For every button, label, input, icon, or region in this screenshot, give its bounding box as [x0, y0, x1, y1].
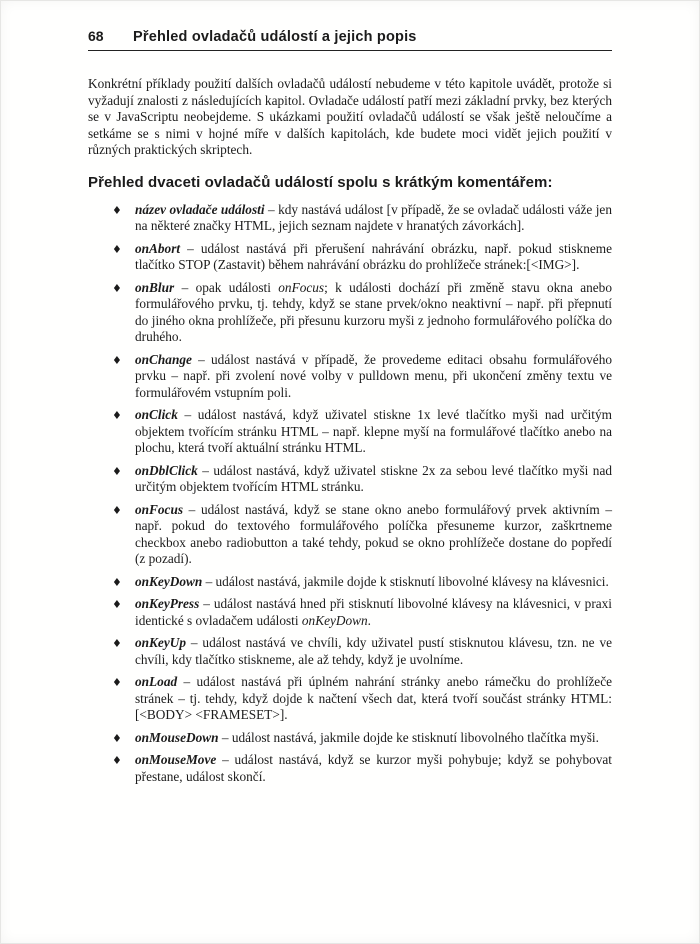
- event-description: – událost nastává, když se kurzor myši pohybuje; když se pohybovat přestane, událost skončí.: [135, 752, 612, 784]
- list-item: [88, 280, 612, 346]
- diamond-bullet-icon: ♦: [112, 242, 122, 256]
- list-item: [88, 574, 612, 591]
- event-term: onFocus: [135, 501, 184, 517]
- diamond-bullet-icon: ♦: [112, 731, 122, 745]
- event-list: [88, 202, 612, 786]
- event-description: – událost nastává v případě, že provedeme editaci obsahu formulářového prvku – např. při zvolení nové volby v pulldown menu, při ukončení změny textu ve formulářovém vstupním poli.: [135, 351, 612, 400]
- event-description: – opak události onFocus; k události dochází při změně stavu okna anebo formulářového prvku, tj. tehdy, když se stane prvek/okno neaktivní – např. při přepnutí do jiného okna prohlížeče, při přesunu kurzoru myši z jednoho formulářového políčka do druhého.: [135, 279, 612, 344]
- event-term: onClick: [135, 407, 178, 422]
- event-term: onChange: [135, 351, 192, 367]
- event-description: – událost nastává, když uživatel stiskne 2x za sebou levé tlačítko myši nad určitým objektem tvořícím HTML stránku.: [135, 462, 612, 494]
- diamond-bullet-icon: ♦: [112, 353, 122, 367]
- diamond-bullet-icon: ♦: [112, 464, 122, 478]
- page-content: [88, 0, 612, 791]
- event-term: název ovladače události: [135, 201, 265, 217]
- list-item: [88, 241, 612, 274]
- list-item: [88, 635, 612, 668]
- diamond-bullet-icon: ♦: [112, 637, 122, 650]
- event-description: – událost nastává, jakmile dojde ke stisknutí libovolného tlačítka myši.: [221, 729, 599, 745]
- event-term: onMouseDown: [135, 729, 219, 745]
- event-term: onKeyDown: [135, 573, 203, 589]
- list-item: [88, 674, 612, 724]
- event-term: onKeyUp: [135, 635, 186, 650]
- list-item: [88, 752, 612, 785]
- event-description: – událost nastává hned při stisknutí libovolné klávesy na klávesnici, v praxi identické s ovladačem události onKeyDown.: [135, 596, 612, 628]
- event-description: – událost nastává při úplném nahrání stránky anebo rámečku do prohlížeče stránek – tj. tehdy, když dojde k načtení všech dat, která tvoří součást stránky HTML: [<BODY> <FRAMESET>].: [135, 674, 612, 722]
- list-item: [88, 202, 612, 235]
- diamond-bullet-icon: ♦: [112, 409, 122, 422]
- event-term: onLoad: [135, 674, 178, 689]
- list-item: [88, 596, 612, 629]
- diamond-bullet-icon: ♦: [112, 575, 122, 589]
- diamond-bullet-icon: ♦: [112, 598, 122, 611]
- diamond-bullet-icon: ♦: [112, 281, 122, 295]
- list-item: [88, 730, 612, 747]
- diamond-bullet-icon: ♦: [112, 676, 122, 689]
- intro-paragraph: Konkrétní příklady použití dalších ovladačů událostí nebudeme v této kapitole uvádět, protože si vyžadují znalosti z následujících kapitol. Ovladače událostí patří mezi základní prvky, bez kterých se v JavaScriptu neobejdeme. S ukázkami použití ovladačů událostí se však ještě neloučíme a setkáme se s nimi v hojné míře v dalších kapitolách, kde budete moci vidět jejich použití v různých praktických skriptech.: [88, 76, 612, 157]
- diamond-bullet-icon: ♦: [112, 503, 122, 517]
- event-term: onDblClick: [135, 462, 198, 478]
- page-number: 68: [88, 28, 104, 44]
- page-header: [88, 0, 612, 45]
- event-description: – kdy nastává událost [v případě, že se ovladač události váže jen na některé značky HTML, jejich seznam najdete v hranatých závorkách].: [135, 201, 612, 233]
- event-description: – událost nastává při přerušení nahrávání obrázku, např. pokud stiskneme tlačítko STOP (Zastavit) během nahrávání obrázku do prohlížeče stránek:[<IMG>].: [135, 240, 612, 272]
- diamond-bullet-icon: ♦: [112, 754, 122, 767]
- header-rule: [88, 50, 612, 51]
- event-term: onAbort: [135, 240, 181, 256]
- event-term: onMouseMove: [135, 752, 217, 767]
- list-item: [88, 502, 612, 568]
- list-item: [88, 352, 612, 402]
- event-description: – událost nastává, když se stane okno anebo formulářový prvek aktivním – např. pokud do textového formulářového políčka přesuneme kurzor, zaškrtneme checkbox anebo radiobutton a také tehdy, pokud se okno prohlížeče dostane do popředí (z pozadí).: [135, 501, 612, 566]
- event-description: – událost nastává, jakmile dojde k stisknutí libovolné klávesy na klávesnici.: [205, 573, 609, 589]
- list-item: [88, 463, 612, 496]
- diamond-bullet-icon: ♦: [112, 203, 122, 217]
- event-description: – událost nastává ve chvíli, kdy uživatel pustí stisknutou klávesu, tzn. ne ve chvíli, kdy tlačítko stiskneme, ale až tehdy, když je uvolníme.: [135, 635, 612, 667]
- running-header-title: Přehled ovladačů událostí a jejich popis: [133, 29, 417, 45]
- event-description: – událost nastává, když uživatel stiskne 1x levé tlačítko myši nad určitým objektem tvořícím stránku HTML – např. klepne myší na formulářové tlačítko anebo na plochu, která tvoří aktuální stránku HTML.: [135, 407, 612, 455]
- list-item: [88, 407, 612, 457]
- event-term: onBlur: [135, 279, 175, 295]
- event-term: onKeyPress: [135, 596, 200, 611]
- section-heading: Přehled dvaceti ovladačů událostí spolu s krátkým komentářem:: [88, 173, 553, 191]
